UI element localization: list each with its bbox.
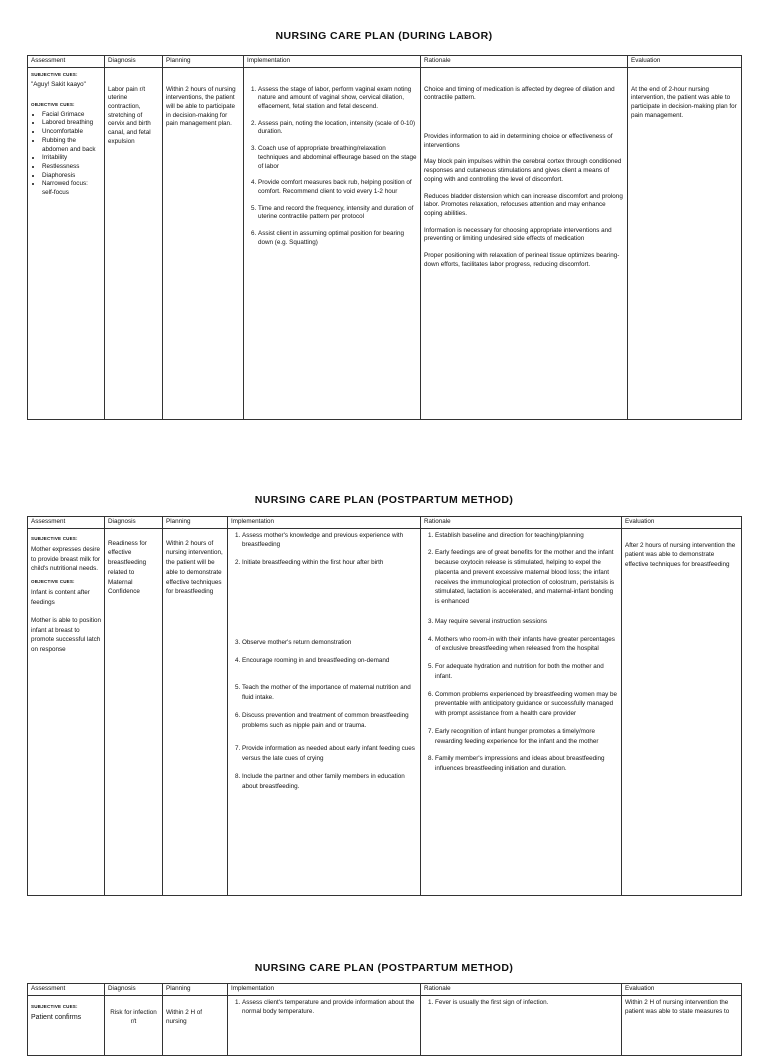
planning-text: Within 2 H of nursing [166,1008,203,1026]
subjective-cues-heading: SUBJECTIVE CUES: [31,535,78,541]
evaluation-text: At the end of 2-hour nursing intervention, the patient was able to participate in decision-making plan for pain management. [631,85,737,119]
implementation-cell [228,528,421,895]
rationale-cell [421,67,628,419]
planning-text: Within 2 hours of nursing intervention, the patient will be able to demonstrate effective techniques for breastfeeding [166,539,223,596]
list-item: 2. Initiate breastfeeding within the first hour after birth [242,558,417,568]
list-item: • Narrowed focus: self-focus [42,180,101,197]
diagnosis-cell [105,67,163,419]
evaluation-text: Within 2 H of nursing intervention the patient was able to state measures to [625,998,730,1016]
list-item: 3. May require several instruction sessions [435,617,618,627]
list-item: 1. Establish baseline and direction for teaching/planning [435,531,618,541]
assessment-cell [28,67,105,419]
list-item: 1. Assess client's temperature and provide information about the normal body temperature. [242,998,417,1018]
list-item: 2. Assess pain, noting the location, intensity (scale of 0-10) duration. [258,120,417,137]
list-item: • Restlessness [42,163,101,172]
rationale-list [424,998,618,1008]
header-diagnosis: Diagnosis [105,517,163,529]
list-item: 4. Provide comfort measures back rub, helping position of comfort. Recommend client to void every 1-2 hour [258,179,417,196]
objective-text: Infant is content after feedings [31,589,90,607]
header-assessment: Assessment [28,984,105,996]
list-item: • Diaphoresis [42,172,101,181]
objective-text: Mother is able to position infant at breast to promote successful latch on response [31,616,102,654]
diagnosis-cell [105,995,163,1055]
list-item: 1. Assess the stage of labor, perform vaginal exam noting nature and amount of vaginal show, cervical dilation, effacement, fetal station and fetal descend. [258,86,417,112]
care-plan-table-infection [27,983,742,1056]
care-plan-table-labor [27,55,742,420]
evaluation-cell [622,528,742,895]
header-implementation: Implementation [228,517,421,529]
header-planning: Planning [163,517,228,529]
table-row [28,67,742,419]
list-item: • Labored breathing [42,119,101,128]
care-plan-table-breastfeeding [27,516,742,896]
diagnosis-cell [105,528,163,895]
care-plan-title-labor: NURSING CARE PLAN (DURING LABOR) [275,30,493,42]
list-item: 6. Discuss prevention and treatment of common breastfeeding problems such as nipple pain and or trauma. [242,711,417,731]
header-diagnosis: Diagnosis [105,984,163,996]
implementation-list [231,998,417,1018]
header-implementation: Implementation [228,984,421,996]
implementation-cell [228,995,421,1055]
header-planning: Planning [163,56,244,68]
list-item: 3. Observe mother's return demonstration [242,638,417,648]
table-row [28,528,742,895]
table-header-row [28,56,742,68]
rationale-text: Proper positioning with relaxation of perineal tissue optimizes bearing-down efforts, facilitates labor progress, reducing discomfort. [424,251,620,268]
header-planning: Planning [163,984,228,996]
implementation-list [247,86,417,248]
list-item: 3. Coach use of appropriate breathing/relaxation techniques and abdominal effleurage based on the stage of labor [258,145,417,171]
header-assessment: Assessment [28,517,105,529]
header-diagnosis: Diagnosis [105,56,163,68]
diagnosis-text: Risk for infection r/t [110,1008,157,1026]
list-item: 6. Assist client in assuming optimal position for bearing down (e.g. Squatting) [258,230,417,247]
evaluation-cell [628,67,742,419]
list-item: 4. Encourage rooming in and breastfeeding on-demand [242,656,417,666]
rationale-text: Information is necessary for choosing appropriate interventions and preventing or limiting undesired side effects of medication [424,226,612,243]
list-item: 5. Teach the mother of the importance of maternal nutrition and fluid intake. [242,683,417,703]
list-item: 8. Family member's impressions and ideas about breastfeeding influences breastfeeding initiation and duration. [435,754,618,774]
subjective-cues-heading: SUBJECTIVE CUES: [31,1003,78,1009]
planning-text: Within 2 hours of nursing interventions, the patient will be able to participate in decision-making for pain management plan. [166,85,236,128]
evaluation-cell [622,995,742,1055]
list-item: • Uncomfortable [42,128,101,137]
header-assessment: Assessment [28,56,105,68]
header-evaluation: Evaluation [628,56,742,68]
list-item: • Facial Grimace [42,111,101,120]
planning-cell [163,528,228,895]
list-item: 6. Common problems experienced by breastfeeding women may be preventable with anticipatory guidance or successfully managed with prompt assistance from a health care provider [435,690,618,719]
rationale-text: Choice and timing of medication is affected by degree of dilation and contractile pattern. [424,85,615,102]
table-header-row [28,984,742,996]
objective-cues-heading: OBJECTIVE CUES: [31,101,75,107]
rationale-cell [421,528,622,895]
objective-cues-heading: OBJECTIVE CUES: [31,579,75,585]
planning-cell [163,67,244,419]
header-rationale: Rationale [421,56,628,68]
assessment-cell [28,995,105,1055]
subjective-quote: "Aguy! Sakit kaayo" [31,80,86,88]
header-rationale: Rationale [421,517,622,529]
list-item: 4. Mothers who room-in with their infants have greater percentages of exclusive breastfeeding when released from the hospital [435,635,618,655]
table-row [28,995,742,1055]
implementation-cell [244,67,421,419]
planning-cell [163,995,228,1055]
rationale-text: Provides information to aid in determining choice or effectiveness of interventions [424,133,613,149]
header-rationale: Rationale [421,984,622,996]
subjective-cues-heading: SUBJECTIVE CUES: [31,71,78,77]
evaluation-text: After 2 hours of nursing intervention the patient was able to demonstrate effective techniques for breastfeeding [625,541,736,569]
diagnosis-text: Labor pain r/t uterine contraction, stretching of cervix and birth canal, and fetal expulsion [108,85,151,145]
header-evaluation: Evaluation [622,984,742,996]
list-item: • Rubbing the abdomen and back [42,137,101,154]
care-plan-title-postpartum-2: NURSING CARE PLAN (POSTPARTUM METHOD) [254,962,514,974]
header-implementation: Implementation [244,56,421,68]
list-item: 7. Early recognition of infant hunger promotes a timely/more rewarding feeding experience for the infant and the mother [435,727,618,747]
subjective-text: Mother expresses desire to provide breast milk for child's nutritional needs. [31,545,100,573]
list-item: 1. Fever is usually the first sign of infection. [435,998,618,1008]
list-item: 5. Time and record the frequency, intensity and duration of uterine contractile pattern per protocol [258,205,417,222]
diagnosis-text: Readiness for effective breastfeeding related to Maternal Confidence [108,539,147,596]
list-item: 5. For adequate hydration and nutrition for both the mother and infant. [435,662,618,682]
rationale-list [424,531,618,774]
header-evaluation: Evaluation [622,517,742,529]
implementation-list [231,531,417,792]
list-item: 2. Early feedings are of great benefits for the mother and the infant because oxytocin release is stimulated, helping to expel the placenta and prevent excessive maternal blood loss; the infant receives the immunological protection of colostrum, peristalsis is stimulated, lactation is accelerated, and maternal-infant bonding is enhanced [435,548,618,607]
objective-cues-list [31,111,101,198]
rationale-text: Reduces bladder distension which can increase discomfort and prolong labor. Promotes relaxation, refocuses attention and may enhance coping abilities. [424,192,623,217]
care-plan-title-postpartum: NURSING CARE PLAN (POSTPARTUM METHOD) [254,494,514,506]
list-item: • Irritability [42,154,101,163]
rationale-cell [421,995,622,1055]
list-item: 1. Assess mother's knowledge and previous experience with breastfeeding [242,531,417,551]
subjective-text: Patient confirms [31,1013,82,1021]
rationale-text: May block pain impulses within the cerebral cortex through conditioned responses and cutaneous stimulations and gives client a means of coping with and controlling the level of discomfort. [424,158,622,183]
list-item: 8. Include the partner and other family members in education about breastfeeding. [242,772,417,792]
assessment-cell [28,528,105,895]
list-item: 7. Provide information as needed about early infant feeding cues versus the late cues of crying [242,744,417,764]
table-header-row [28,517,742,529]
